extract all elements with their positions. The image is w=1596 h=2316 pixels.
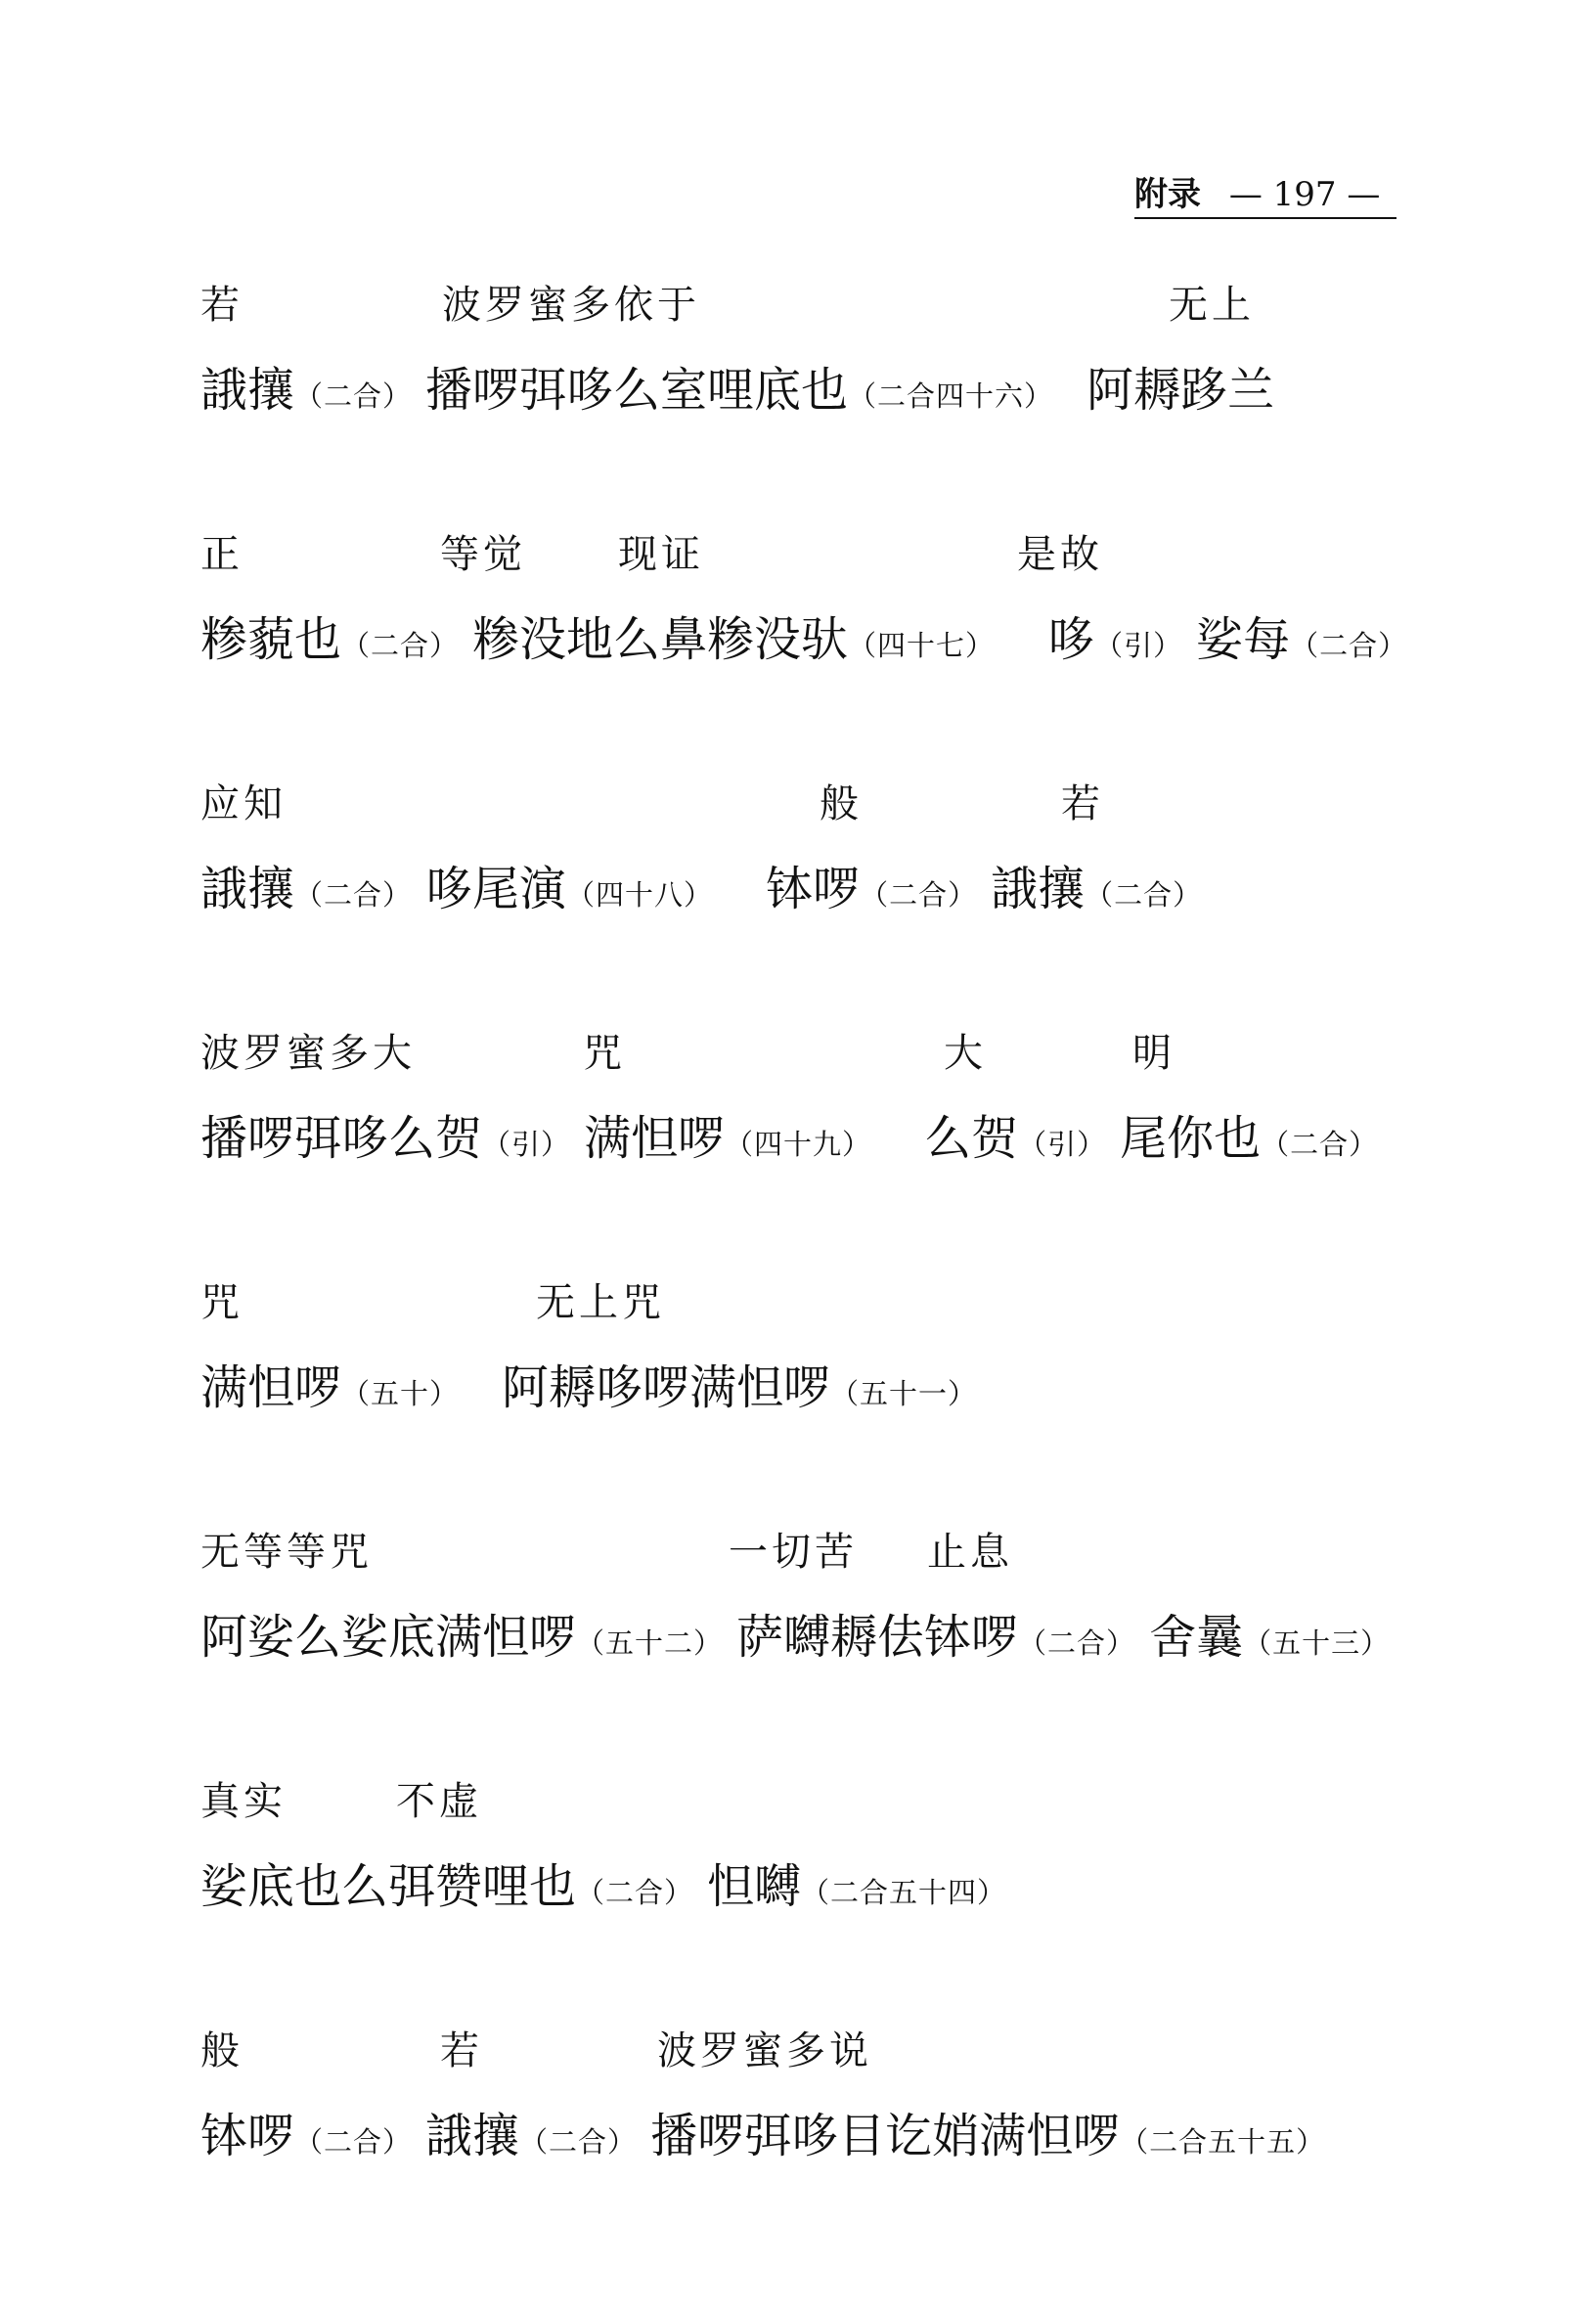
transliteration-text: 誐攘 (425, 2109, 520, 2163)
transliteration-text: 糁没地么鼻糁没驮 (472, 612, 849, 667)
gloss-text: 一切苦 (729, 1530, 858, 1575)
transliteration-text: 阿娑么娑底满怛啰 (200, 1610, 577, 1665)
annotation-note: （二合） (519, 2125, 638, 2159)
transliteration-text: 誐攘 (200, 862, 295, 916)
transliteration-text: 怛嚩 (707, 1859, 802, 1914)
gloss-text: 现证 (618, 532, 704, 577)
transliteration-text: 哆尾演 (425, 862, 567, 916)
annotation-note: （四十八） (566, 878, 714, 912)
annotation-note: （二合） (1018, 1626, 1136, 1660)
annotation-note: （二合） (294, 2125, 413, 2159)
verse-group-8 (0, 2022, 1596, 2178)
transliteration-text: 满怛啰 (584, 1111, 726, 1166)
transliteration-text: 舍曩 (1149, 1610, 1244, 1665)
transliteration-text: 播啰弭哆目讫娋满怛啰 (650, 2109, 1121, 2163)
annotation-note: （二合五十五） (1120, 2125, 1326, 2159)
gloss-text: 不虚 (396, 1779, 482, 1824)
gloss-text: 般 (820, 781, 863, 826)
gloss-text: 等觉 (440, 532, 526, 577)
transliteration-text: 钵啰 (200, 2109, 295, 2163)
gloss-text: 真实 (200, 1779, 287, 1824)
gloss-text: 咒 (200, 1280, 244, 1325)
transliteration-text: 糁藐也 (200, 612, 342, 667)
annotation-note: （二合） (1261, 1128, 1379, 1161)
annotation-note: （二合） (1290, 629, 1408, 662)
annotation-note: （二合） (294, 379, 413, 413)
annotation-note: （二合） (341, 629, 460, 662)
transliteration-text: 阿耨哆啰满怛啰 (502, 1360, 831, 1415)
gloss-text: 若 (1061, 781, 1104, 826)
gloss-text: 波罗蜜多说 (657, 2028, 872, 2073)
transliteration-text: 誐攘 (991, 862, 1086, 916)
gloss-text: 正 (200, 532, 244, 577)
annotation-note: （四十九） (725, 1128, 872, 1161)
transliteration-line (200, 1850, 1020, 1923)
transliteration-text: 誐攘 (200, 363, 295, 418)
transliteration-text: 么贺 (924, 1111, 1019, 1166)
transliteration-text: 哆 (1047, 612, 1095, 667)
transliteration-line (200, 2100, 1339, 2172)
transliteration-line (200, 603, 1421, 676)
annotation-note: （引） (1018, 1128, 1107, 1161)
transliteration-text: 满怛啰 (200, 1360, 342, 1415)
gloss-text: 应知 (200, 781, 287, 826)
gloss-text: 止息 (927, 1530, 1013, 1575)
annotation-note: （四十七） (848, 629, 996, 662)
transliteration-text: 尾你也 (1120, 1111, 1262, 1166)
gloss-text: 若 (200, 283, 244, 328)
transliteration-text: 阿耨跢兰 (1086, 363, 1275, 418)
gloss-text: 是故 (1017, 532, 1103, 577)
transliteration-text: 萨嚩耨佉钵啰 (736, 1610, 1019, 1665)
annotation-note: （二合） (1085, 878, 1203, 912)
gloss-text: 若 (440, 2028, 483, 2073)
annotation-note: （五十一） (830, 1377, 978, 1410)
transliteration-line (200, 1601, 1403, 1673)
page-number: — 197 — (1228, 175, 1381, 214)
gloss-text: 无上 (1169, 283, 1255, 328)
gloss-text: 大 (944, 1031, 987, 1076)
verse-group-2 (0, 525, 1596, 682)
gloss-text: 咒 (583, 1031, 626, 1076)
annotation-note: （二合） (294, 878, 413, 912)
annotation-note: （五十二） (576, 1626, 724, 1660)
gloss-text: 无上咒 (536, 1280, 665, 1325)
annotation-note: （引） (1094, 629, 1183, 662)
transliteration-line (200, 1352, 991, 1424)
gloss-text: 明 (1132, 1031, 1175, 1076)
verse-group-6 (0, 1523, 1596, 1679)
header-label: 附录 (1134, 175, 1201, 214)
verse-group-1 (0, 276, 1596, 432)
transliteration-text: 娑每 (1196, 612, 1291, 667)
annotation-note: （五十） (341, 1377, 460, 1410)
annotation-note: （五十三） (1243, 1626, 1391, 1660)
gloss-text: 波罗蜜多大 (200, 1031, 416, 1076)
running-header (1134, 172, 1396, 219)
annotation-note: （二合五十四） (801, 1876, 1007, 1909)
gloss-text: 无等等咒 (200, 1530, 373, 1575)
annotation-note: （引） (482, 1128, 571, 1161)
transliteration-text: 娑底也么弭赞哩也 (200, 1859, 577, 1914)
transliteration-text: 播啰弭哆么室哩底也 (425, 363, 849, 418)
verse-group-3 (0, 775, 1596, 931)
transliteration-line (200, 354, 1274, 426)
verse-group-5 (0, 1273, 1596, 1430)
verse-group-4 (0, 1024, 1596, 1180)
gloss-text: 般 (200, 2028, 244, 2073)
annotation-note: （二合） (860, 878, 978, 912)
verse-group-7 (0, 1772, 1596, 1929)
transliteration-line (200, 853, 1216, 925)
transliteration-text: 钵啰 (766, 862, 861, 916)
annotation-note: （二合） (576, 1876, 694, 1909)
gloss-text: 波罗蜜多依于 (442, 283, 700, 328)
transliteration-text: 播啰弭哆么贺 (200, 1111, 483, 1166)
transliteration-line (200, 1102, 1392, 1175)
annotation-note: （二合四十六） (848, 379, 1054, 413)
